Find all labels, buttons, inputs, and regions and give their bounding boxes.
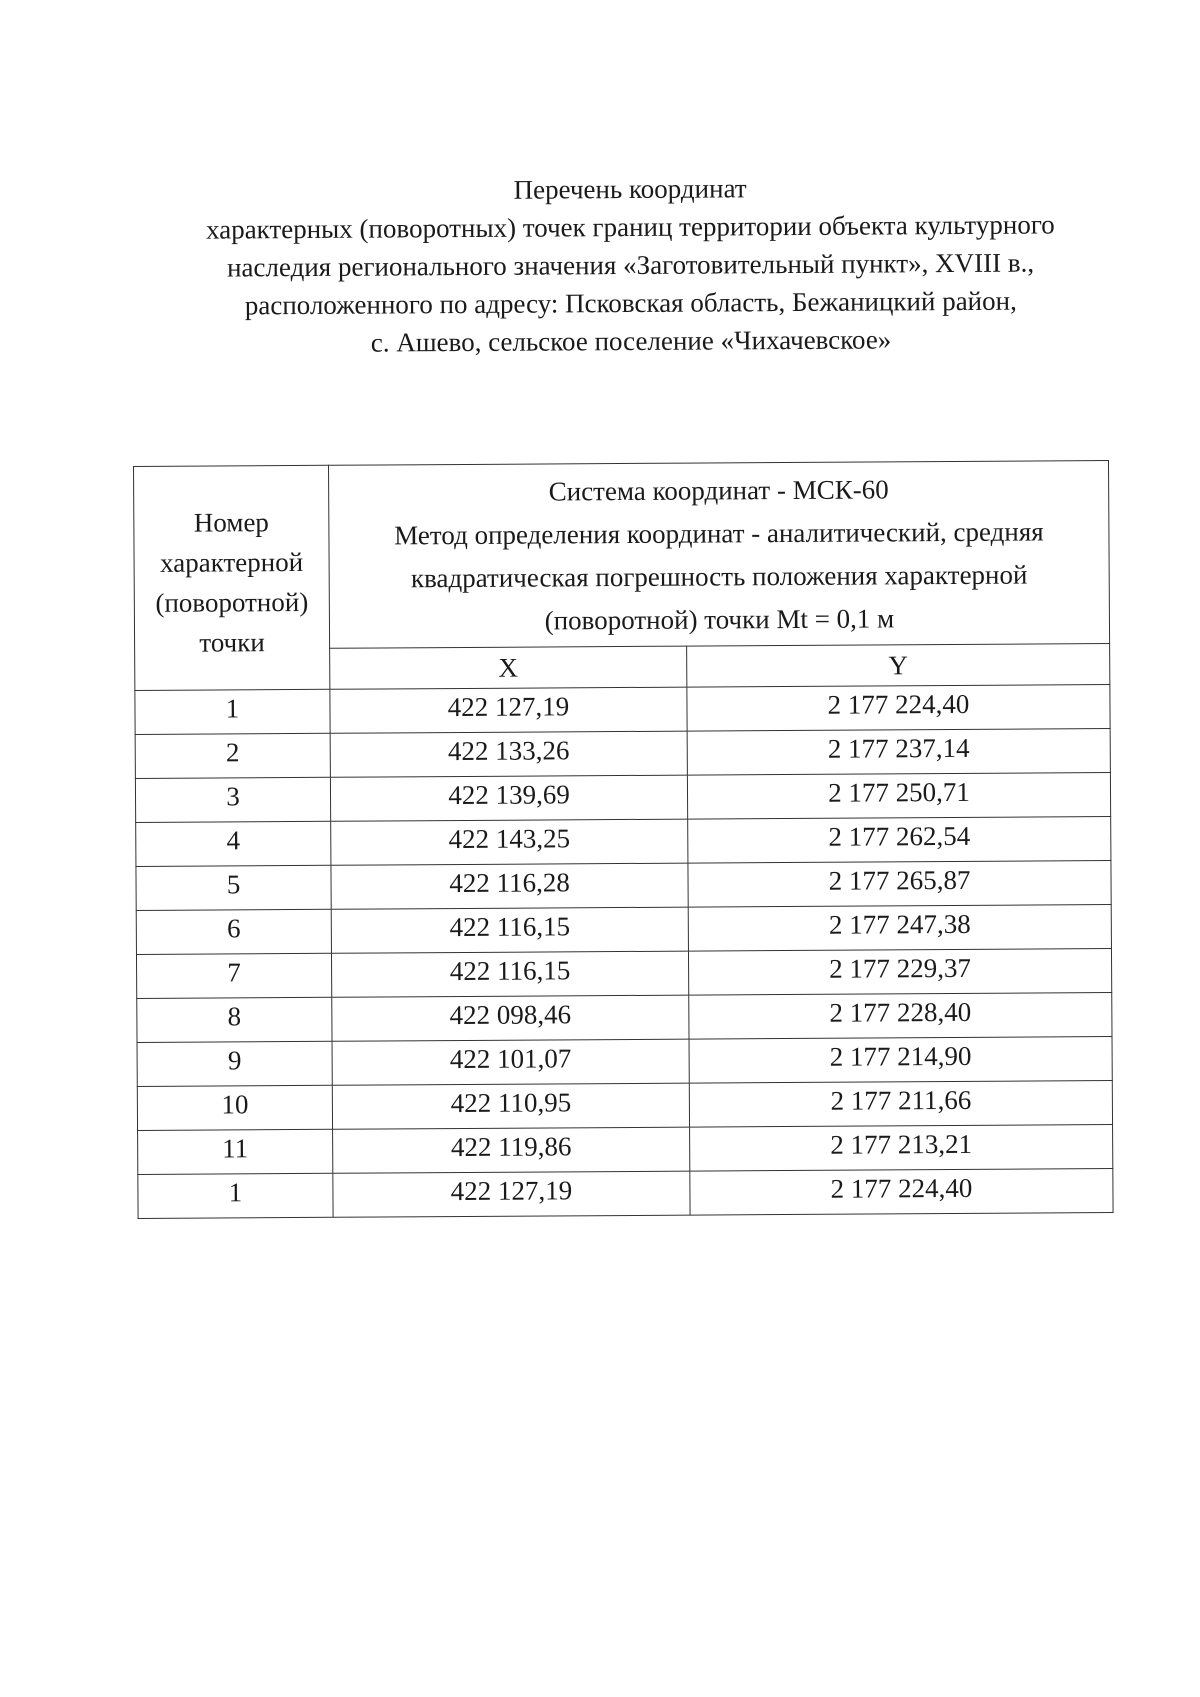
point-number: 5: [136, 865, 331, 910]
coordinates-table-container: [133, 460, 1113, 1219]
point-number: 6: [136, 909, 331, 954]
x-value: 422 133,26: [330, 731, 687, 777]
header-number-line: характерной: [159, 546, 304, 578]
table-row: [138, 1125, 1113, 1175]
point-number: 1: [138, 1173, 333, 1218]
header-system-line: квадратическая погрешность положения характерной: [410, 559, 1028, 594]
header-number-line: (поворотной): [155, 586, 309, 618]
title-line: Перечень координат: [513, 173, 747, 205]
point-number: 1: [135, 689, 330, 734]
point-number: 10: [137, 1085, 332, 1130]
point-number: 7: [136, 953, 331, 998]
table-row: [136, 861, 1111, 911]
y-value: 2 177 228,40: [689, 993, 1112, 1040]
table-header-row: [134, 461, 1110, 650]
x-value: 422 110,95: [332, 1083, 689, 1129]
header-system-line: Метод определения координат - аналитический, средняя: [394, 516, 1044, 551]
y-value: 2 177 262,54: [688, 817, 1111, 864]
table-row: [135, 685, 1110, 735]
y-value: 2 177 265,87: [688, 861, 1111, 908]
x-value: 422 101,07: [332, 1039, 689, 1085]
point-number: 8: [137, 997, 332, 1042]
title-line: характерных (поворотных) точек границ территории объекта культурного: [205, 209, 1055, 245]
y-value: 2 177 229,37: [688, 949, 1111, 996]
coordinates-table: [133, 460, 1114, 1219]
x-value: 422 119,86: [333, 1127, 690, 1173]
title-line: наследия регионального значения «Заготовительный пункт», XVIII в.,: [226, 247, 1035, 283]
x-value: 422 116,15: [331, 907, 688, 953]
x-value: 422 116,28: [331, 863, 688, 909]
point-number: 4: [136, 821, 331, 866]
table-row: [135, 729, 1110, 779]
table-row: [137, 1081, 1112, 1131]
page-title: [150, 167, 1111, 363]
header-number-line: Номер: [193, 506, 269, 538]
header-number-line: точки: [199, 626, 265, 658]
point-number: 9: [137, 1041, 332, 1086]
y-value: 2 177 224,40: [687, 685, 1110, 732]
table-row: [135, 773, 1110, 823]
y-value: 2 177 250,71: [687, 773, 1110, 820]
x-value: 422 127,19: [330, 687, 687, 733]
y-value: 2 177 213,21: [690, 1125, 1113, 1172]
y-value: 2 177 237,14: [687, 729, 1110, 776]
point-number: 3: [135, 777, 330, 822]
point-number: 11: [138, 1129, 333, 1174]
header-y: Y: [687, 644, 1110, 688]
table-row: [137, 1037, 1112, 1087]
header-system-line: (поворотной) точки Mt = 0,1 м: [544, 603, 895, 636]
table-row: [136, 949, 1111, 999]
title-line: с. Ашево, сельское поселение «Чихачевское»: [370, 324, 892, 358]
x-value: 422 139,69: [330, 775, 687, 821]
x-value: 422 143,25: [331, 819, 688, 865]
y-value: 2 177 214,90: [689, 1037, 1112, 1084]
point-number: 2: [135, 733, 330, 778]
table-row: [136, 817, 1111, 867]
title-line: расположенного по адресу: Псковская область, Бежаницкий район,: [244, 285, 1017, 321]
y-value: 2 177 224,40: [690, 1169, 1113, 1216]
x-value: 422 127,19: [333, 1171, 690, 1217]
y-value: 2 177 211,66: [689, 1081, 1112, 1128]
table-row: [138, 1169, 1113, 1219]
x-value: 422 116,15: [331, 951, 688, 997]
table-row: [136, 905, 1111, 955]
header-x: X: [330, 646, 687, 689]
table-row: [137, 993, 1112, 1043]
header-point-number: [134, 465, 330, 690]
x-value: 422 098,46: [332, 995, 689, 1041]
y-value: 2 177 247,38: [688, 905, 1111, 952]
header-coordinate-system: [328, 461, 1109, 649]
header-system-line: Система координат - МСК-60: [548, 474, 889, 507]
